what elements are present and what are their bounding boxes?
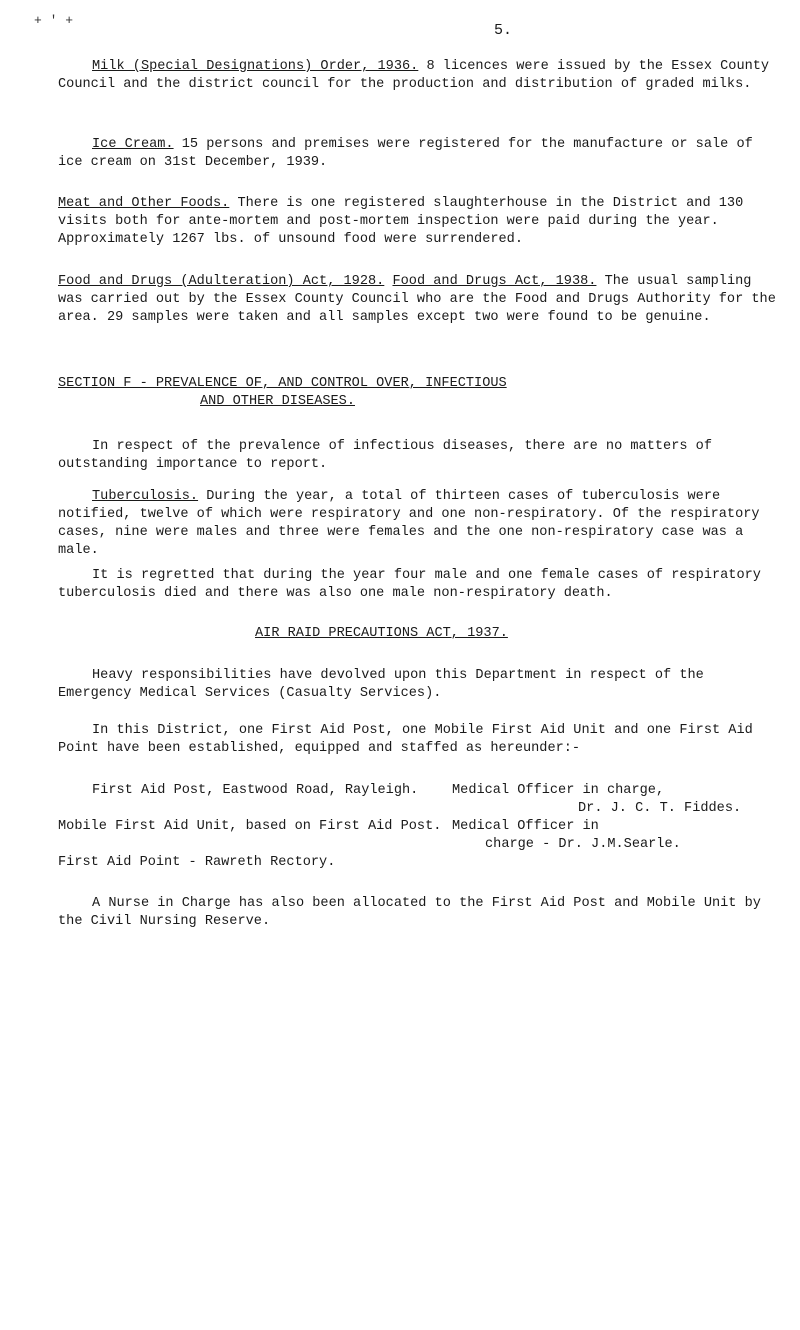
corner-mark: + ' + bbox=[34, 13, 74, 28]
milk-text: 8 licences were issued by the Essex County Council and the district council for the production and distribution of graded milks. bbox=[58, 59, 770, 92]
first-aid-post-officer-line2: Dr. J. C. T. Fiddes. bbox=[578, 801, 742, 816]
ice-cream-text: 15 persons and premises were registered for the manufacture or sale of ice cream on 31st December, 1939. bbox=[58, 137, 753, 170]
first-aid-post-label: First Aid Post, Eastwood Road, Rayleigh. bbox=[92, 783, 419, 798]
tuberculosis-heading: Tuberculosis. bbox=[92, 489, 199, 504]
ice-cream-paragraph bbox=[58, 136, 778, 172]
arp-heading: AIR RAID PRECAUTIONS ACT, 1937. bbox=[255, 626, 508, 641]
meat-heading: Meat and Other Foods. bbox=[58, 196, 230, 211]
food-drugs-heading-1928: Food and Drugs (Adulteration) Act, 1928. bbox=[58, 274, 385, 289]
meat-paragraph bbox=[58, 195, 778, 249]
tuberculosis-deaths-paragraph: It is regretted that during the year four male and one female cases of respiratory tuberculosis died and there was also one male non-respiratory death. bbox=[58, 568, 761, 601]
milk-heading: Milk (Special Designations) Order, 1936. bbox=[92, 59, 419, 74]
tuberculosis-paragraph bbox=[58, 488, 778, 560]
infectious-paragraph: In respect of the prevalence of infectious diseases, there are no matters of outstanding importance to report. bbox=[58, 439, 712, 472]
food-drugs-text: The usual sampling was carried out by the Essex County Council who are the Food and Drugs Authority for the area. 29 samples were taken and all samples except two were found to be genuine. bbox=[58, 274, 776, 325]
mobile-unit-officer-line1: Medical Officer in bbox=[452, 819, 599, 834]
mobile-unit-officer-line2: charge - Dr. J.M.Searle. bbox=[485, 837, 681, 852]
mobile-unit-label: Mobile First Aid Unit, based on First Aid Post. bbox=[58, 819, 442, 834]
section-f-title-line2: AND OTHER DISEASES. bbox=[200, 394, 355, 409]
food-drugs-paragraph bbox=[58, 273, 778, 327]
first-aid-point-label: First Aid Point - Rawreth Rectory. bbox=[58, 855, 336, 870]
page-number: 5. bbox=[494, 22, 513, 39]
milk-paragraph bbox=[58, 58, 778, 94]
nurse-paragraph: A Nurse in Charge has also been allocated to the First Aid Post and Mobile Unit by the Civil Nursing Reserve. bbox=[58, 896, 761, 929]
food-drugs-heading-1938: Food and Drugs Act, 1938. bbox=[392, 274, 597, 289]
arp-paragraph-2: In this District, one First Aid Post, one Mobile First Aid Unit and one First Aid Point have been established, equipped and staffed as hereunder:- bbox=[58, 723, 753, 756]
section-f-title-line1: SECTION F - PREVALENCE OF, AND CONTROL OVER, INFECTIOUS bbox=[58, 376, 507, 391]
first-aid-post-officer-line1: Medical Officer in charge, bbox=[452, 783, 665, 798]
arp-paragraph-1: Heavy responsibilities have devolved upon this Department in respect of the Emergency Medical Services (Casualty Services). bbox=[58, 668, 704, 701]
tuberculosis-text: During the year, a total of thirteen cases of tuberculosis were notified, twelve of which were respiratory and one non-respiratory. Of the respiratory cases, nine were males and three were females and the one non-respiratory case was a male. bbox=[58, 489, 760, 558]
meat-text: There is one registered slaughterhouse in the District and 130 visits both for ante-mortem and post-mortem inspection were paid during the year. Approximately 1267 lbs. of unsound food were surrendered. bbox=[58, 196, 744, 247]
ice-cream-heading: Ice Cream. bbox=[92, 137, 174, 152]
